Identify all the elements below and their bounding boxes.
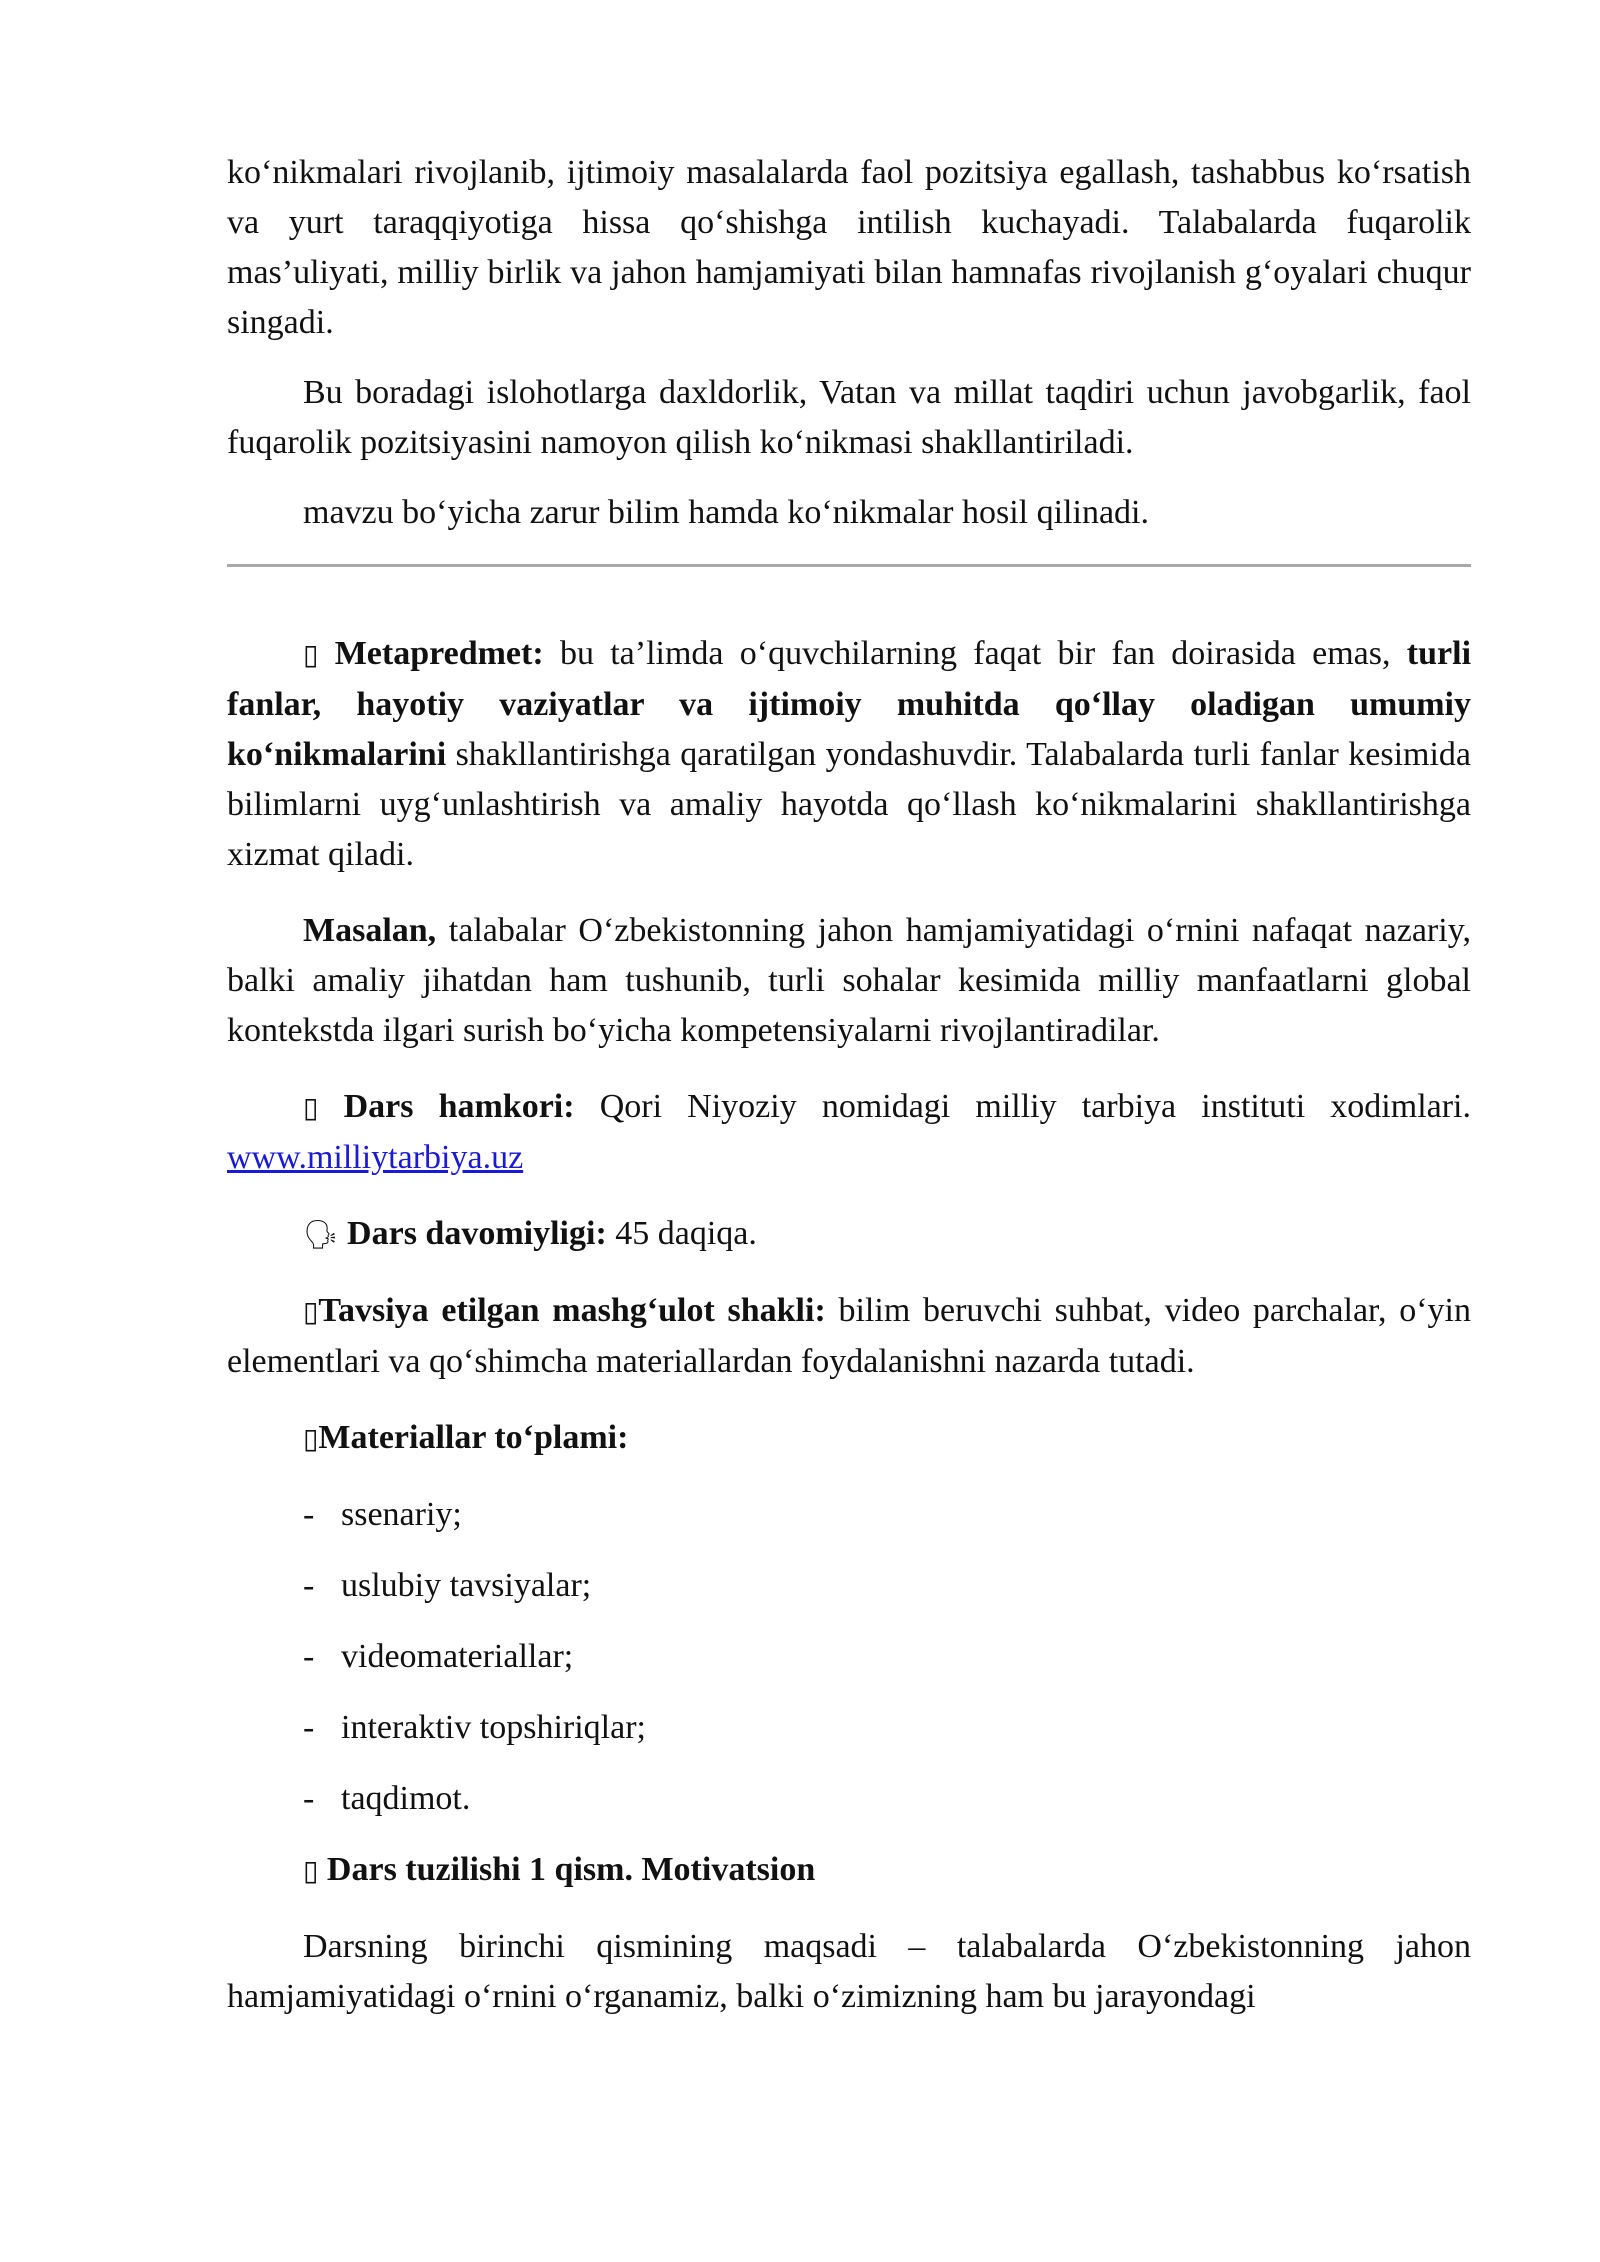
metapredmet-bold-text: turli fanlar, hayotiy vaziyatlar va ijtimoiy muhitda qo‘llay oladigan umumiy ko‘nikmalarini [227, 635, 1472, 773]
metapredmet-text-2: shakllantirishga qaratilgan yondashuvdir. Talabalarda turli fanlar kesimida bilimlarni uyg‘unlashtirish va amaliy hayotda qo‘llash ko‘nikmalarini shakllantirishga xizmat qiladi. [227, 736, 1471, 873]
paragraph-materiallar-heading [227, 1413, 1471, 1464]
box-icon: ▯ [303, 1854, 319, 1887]
paragraph-intro: ko‘nikmalari rivojlanib, ijtimoiy masalalarda faol pozitsiya egallash, tashabbus ko‘rsatish va yurt taraqqiyotiga hissa qo‘shishga intilish kuchayadi. Talabalarda fuqarolik mas’uliyati, milliy birlik va jahon hamjamiyati bilan hamnafas rivojlanish g‘oyalari chuqur singadi. [227, 154, 1471, 341]
materials-list [303, 1490, 1471, 1824]
tuzilishi-label: Dars tuzilishi 1 qism. Motivatsion [326, 1851, 816, 1888]
metapredmet-label: Metapredmet: [334, 635, 544, 672]
paragraph-shakl [227, 1286, 1471, 1387]
box-icon: ▯ [303, 638, 319, 671]
paragraph-mavzu: mavzu bo‘yicha zarur bilim hamda ko‘nikmalar hosil qilinadi. [303, 494, 1149, 531]
speaking-head-icon: 🗣 [303, 1218, 339, 1251]
paragraph-tuzilishi-heading [227, 1845, 1471, 1896]
paragraph-masalan [227, 906, 1471, 1056]
list-item: - interaktiv topshiriqlar; [303, 1709, 646, 1746]
davomiylik-text: 45 daqiqa. [606, 1215, 757, 1252]
paragraph-maqsad: Darsning birinchi qismining maqsadi – talabalarda O‘zbekistonning jahon hamjamiyatidagi o‘rnini o‘rganamiz, balki o‘zimizning ham bu jarayondagi [227, 1928, 1471, 2015]
shakl-label: Tavsiya etilgan mashg‘ulot shakli: [318, 1292, 826, 1329]
paragraph-hamkor [227, 1082, 1471, 1183]
paragraph-islohotlar: Bu boradagi islohotlarga daxldorlik, Vatan va millat taqdiri uchun javobgarlik, faol fuqarolik pozitsiyasini namoyon qilish ko‘nikmasi shakllantiriladi. [227, 374, 1471, 461]
list-item: - videomateriallar; [303, 1638, 574, 1675]
paragraph-metapredmet [227, 629, 1471, 880]
hamkor-website-link[interactable]: www.milliytarbiya.uz [227, 1139, 524, 1176]
hamkor-text: Qori Niyoziy nomidagi milliy tarbiya instituti xodimlari. [574, 1088, 1472, 1125]
box-icon: ▯ [303, 1295, 319, 1328]
materiallar-label: Materiallar to‘plami: [318, 1419, 629, 1456]
document-page [227, 148, 1471, 2022]
shakl-text: bilim beruvchi suhbat, video parchalar, o‘yin elementlari va qo‘shimcha materiallardan foydalanishni nazarda tutadi. [227, 1292, 1471, 1380]
box-icon: ▯ [303, 1422, 319, 1455]
metapredmet-text: bu ta’limda o‘quvchilarning faqat bir fan doirasida emas, [543, 635, 1407, 672]
masalan-text: talabalar O‘zbekistonning jahon hamjamiyatidagi o‘rnini nafaqat nazariy, balki amaliy jihatdan ham tushunib, turli sohalar kesimida milliy manfaatlarni global kontekstda ilgari surish bo‘yicha kompetensiyalarni rivojlantiradilar. [227, 912, 1471, 1049]
list-item: - ssenariy; [303, 1496, 462, 1533]
box-icon: ▯ [303, 1091, 319, 1124]
davomiylik-label: Dars davomiyligi: [347, 1215, 607, 1252]
hamkor-label: Dars hamkori: [343, 1088, 575, 1125]
horizontal-divider [227, 564, 1471, 567]
masalan-label: Masalan, [303, 912, 437, 949]
list-item: - taqdimot. [303, 1780, 471, 1817]
paragraph-davomiylik [227, 1209, 1471, 1260]
list-item: - uslubiy tavsiyalar; [303, 1567, 592, 1604]
